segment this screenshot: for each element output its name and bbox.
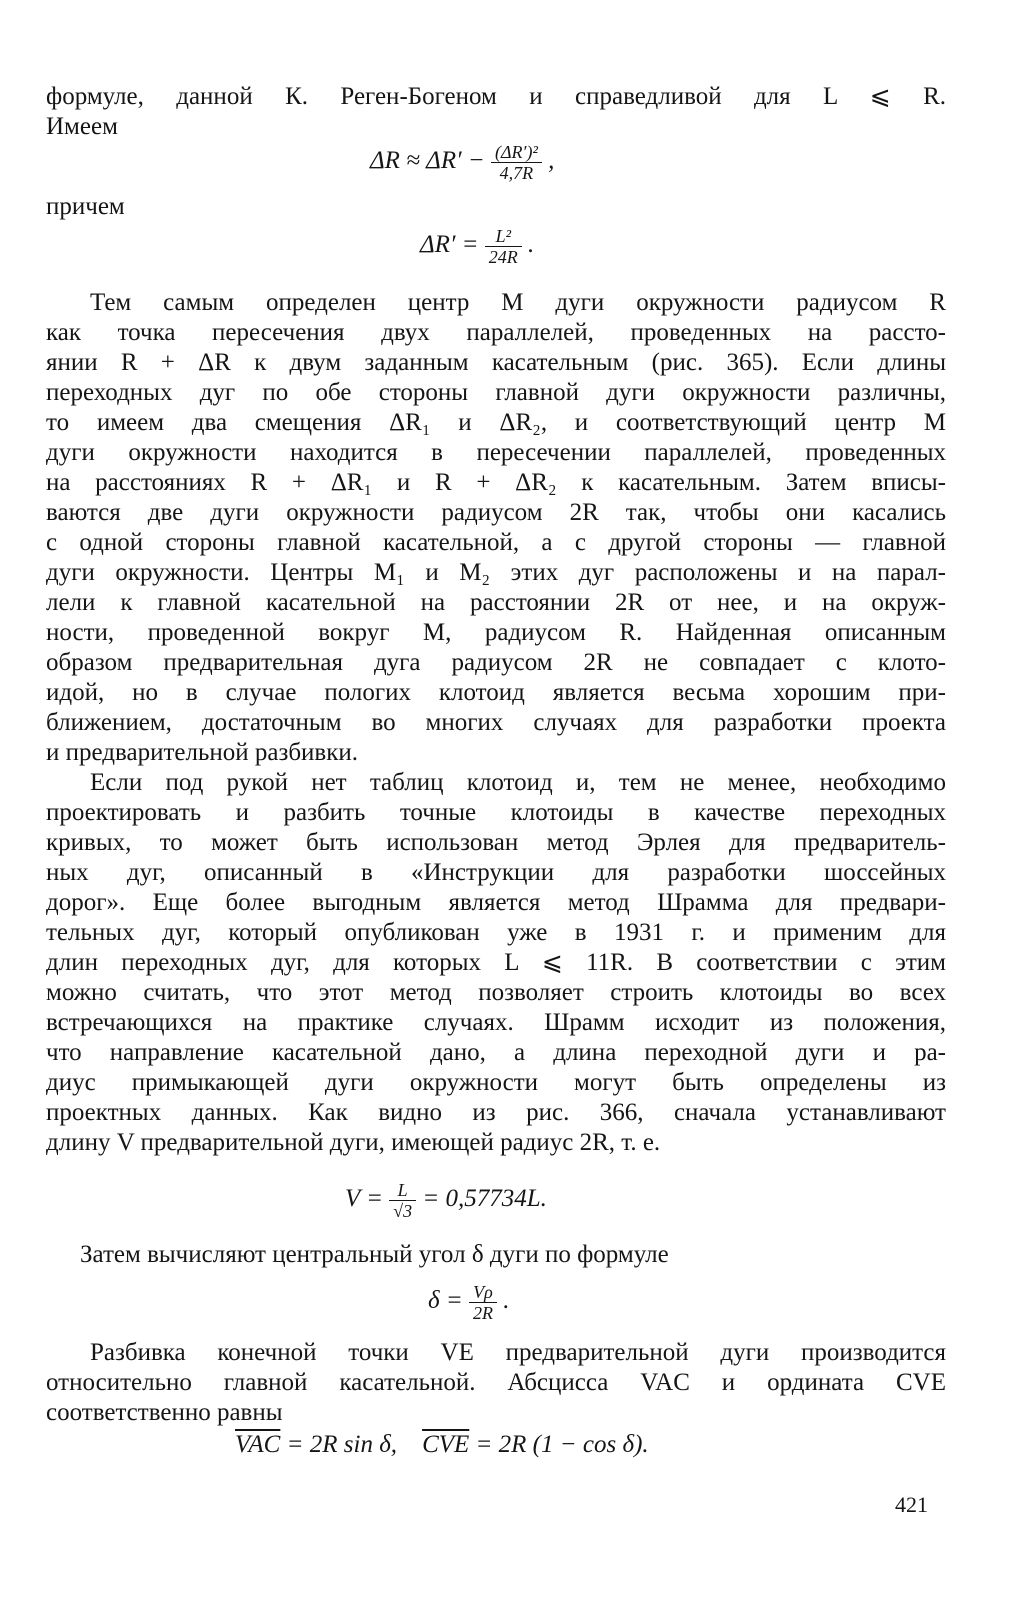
denominator: 24R	[485, 246, 522, 267]
formula-part: = 2R sin δ,	[280, 1431, 423, 1458]
text-line: что направление касательной дано, а длина переходной дуги и ра-	[46, 1039, 946, 1066]
segment-vac: $\overline{VAC}$	[235, 1431, 281, 1458]
formula-left: ΔR′ =	[420, 231, 479, 259]
formula-vac-cve	[235, 1430, 649, 1460]
text-line: встречающихся на практике случаях. Шрамм исходит из положения,	[46, 1009, 946, 1036]
formula-delta-r-prime	[420, 226, 534, 267]
text-line: дуги окружности находится в пересечении параллелей, проведенных	[46, 439, 946, 466]
numerator: L²	[495, 226, 511, 246]
text-line: проектных данных. Как видно из рис. 366, сначала устанавливают	[46, 1099, 946, 1126]
text-line: переходных дуг по обе стороны главной дуги окружности различны,	[46, 379, 946, 406]
text-line: то имеем два смещения ΔR₁ и ΔR₂, и соответствующий центр M	[46, 409, 946, 436]
text-line: дорог». Еще более выгодным является метод Шрамма для предвари-	[46, 889, 946, 916]
segment-cve: $\overline{CVE}$	[422, 1431, 470, 1458]
text-line: длину V предварительной дуги, имеющей радиус 2R, т. е.	[46, 1129, 661, 1156]
formula-tail: .	[528, 231, 535, 259]
text-line: лели к главной касательной на расстоянии 2R от нее, и на окруж-	[46, 589, 946, 616]
fraction	[491, 142, 542, 183]
text-line: ных дуг, описанный в «Инструкции для разработки шоссейных	[46, 859, 946, 886]
text-line: Если под рукой нет таблиц клотоид и, тем не менее, необходимо	[90, 769, 946, 796]
numerator: Vρ	[473, 1282, 493, 1302]
formula-tail: .	[503, 1287, 510, 1315]
fraction	[389, 1180, 416, 1221]
text-line: Разбивка конечной точки VE предварительной дуги производится	[90, 1339, 946, 1366]
fraction	[469, 1282, 497, 1323]
formula-part: = 2R (1 − cos δ).	[469, 1431, 649, 1458]
numerator: L	[397, 1180, 408, 1200]
denominator: 4,7R	[491, 162, 542, 183]
text-line: причем	[46, 193, 125, 220]
text-line: длин переходных дуг, для которых L ⩽ 11R. В соответствии с этим	[46, 949, 946, 976]
text-line: ности, проведенной вокруг M, радиусом R. Найденная описанным	[46, 619, 946, 646]
fraction	[485, 226, 522, 267]
text-line: дуги окружности. Центры M₁ и M₂ этих дуг расположены и на парал-	[46, 559, 946, 586]
text-line: Тем самым определен центр M дуги окружности радиусом R	[90, 289, 946, 316]
text-line: относительно главной касательной. Абсцисса VAC и ордината CVE	[46, 1369, 946, 1396]
denominator: √3	[389, 1200, 416, 1221]
text-line: как точка пересечения двух параллелей, проведенных на рассто-	[46, 319, 946, 346]
text-line: проектировать и разбить точные клотоиды в качестве переходных	[46, 799, 946, 826]
text-line: идой, но в случае пологих клотоид является весьма хорошим при-	[46, 679, 946, 706]
text-line: и предварительной разбивки.	[46, 739, 358, 766]
formula-left: V =	[345, 1185, 383, 1213]
formula-tail: ,	[548, 147, 555, 175]
text-line: можно считать, что этот метод позволяет строить клотоиды во всех	[46, 979, 946, 1006]
text-line: Затем вычисляют центральный угол δ дуги по формуле	[80, 1241, 669, 1268]
formula-left: δ =	[428, 1287, 463, 1315]
text-line: кривых, то может быть использован метод Эрлея для предваритель-	[46, 829, 946, 856]
page-number: 421	[895, 1492, 928, 1517]
text-line: диус примыкающей дуги окружности могут быть определены из	[46, 1069, 946, 1096]
text-line: Имеем	[46, 113, 118, 140]
text-line: образом предварительная дуга радиусом 2R не совпадает с клото-	[46, 649, 946, 676]
formula-v	[345, 1180, 547, 1221]
formula-tail: = 0,57734L.	[422, 1185, 547, 1213]
numerator: (ΔR′)²	[494, 142, 538, 162]
formula-delta	[428, 1282, 510, 1323]
formula-delta-r	[370, 142, 554, 183]
text-line: ваются две дуги окружности радиусом 2R так, чтобы они касались	[46, 499, 946, 526]
text-line: янии R + ΔR к двум заданным касательным (рис. 365). Если длины	[46, 349, 946, 376]
text-line: соответственно равны	[46, 1399, 283, 1426]
text-line: с одной стороны главной касательной, а с другой стороны — главной	[46, 529, 946, 556]
formula-left: ΔR ≈ ΔR′ −	[370, 147, 485, 175]
text-line: ближением, достаточным во многих случаях для разработки проекта	[46, 709, 946, 736]
text-line: тельных дуг, который опубликован уже в 1931 г. и применим для	[46, 919, 946, 946]
text-line: на расстояниях R + ΔR₁ и R + ΔR₂ к касательным. Затем вписы-	[46, 469, 946, 496]
denominator: 2R	[469, 1302, 497, 1323]
text-line: формуле, данной К. Реген-Богеном и справедливой для L ⩽ R.	[46, 83, 946, 110]
